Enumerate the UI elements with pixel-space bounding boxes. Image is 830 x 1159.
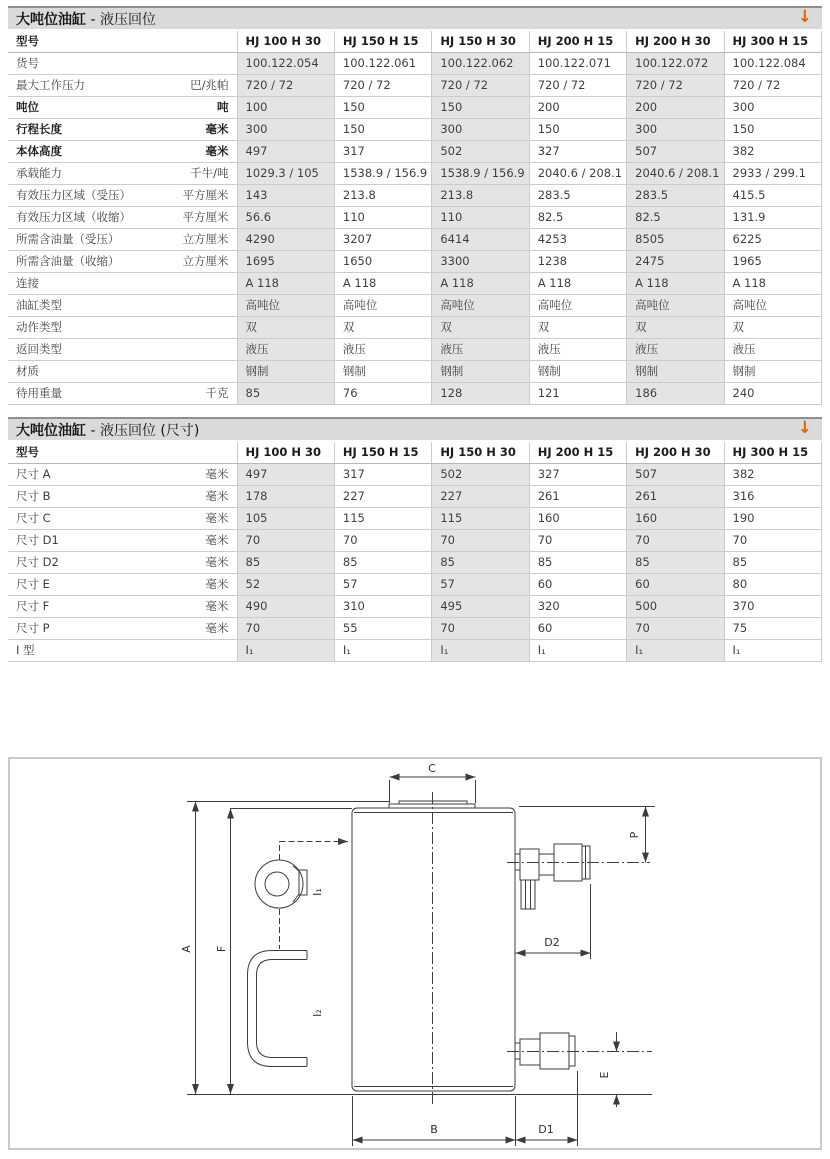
- value-cell: 382: [724, 464, 821, 486]
- carrying-handle: [248, 951, 308, 1067]
- table-row: [8, 185, 822, 207]
- value-cell: 300: [237, 119, 334, 141]
- value-cell: 115: [432, 508, 529, 530]
- value-cell: 钢制: [432, 361, 529, 383]
- value-cell: 双: [334, 317, 431, 339]
- value-cell: 高吨位: [627, 295, 724, 317]
- row-label: 行程长度: [16, 122, 62, 136]
- dim-label-E: E: [598, 1071, 611, 1079]
- section-title-strong: 大吨位油缸: [16, 422, 86, 439]
- row-label-cell: [8, 251, 237, 273]
- value-cell: 720 / 72: [724, 75, 821, 97]
- value-cell: 200: [627, 97, 724, 119]
- row-label: 连接: [16, 276, 39, 290]
- value-cell: 150: [432, 97, 529, 119]
- value-cell: 490: [237, 596, 334, 618]
- value-cell: 100: [237, 97, 334, 119]
- table-row: [8, 295, 822, 317]
- value-cell: 497: [237, 464, 334, 486]
- value-cell: 1538.9 / 156.9: [334, 163, 431, 185]
- value-cell: 720 / 72: [334, 75, 431, 97]
- row-label-cell: [8, 361, 237, 383]
- value-cell: 2040.6 / 208.1: [627, 163, 724, 185]
- value-cell: 85: [334, 552, 431, 574]
- row-label: 承载能力: [16, 166, 62, 180]
- value-cell: 1538.9 / 156.9: [432, 163, 529, 185]
- cylinder-body: [352, 808, 515, 1091]
- value-cell: 720 / 72: [237, 75, 334, 97]
- table-row: [8, 640, 822, 662]
- value-cell: 70: [432, 618, 529, 640]
- column-header: HJ 200 H 30: [627, 442, 724, 464]
- table-row: [8, 251, 822, 273]
- value-cell: 液压: [334, 339, 431, 361]
- value-cell: 382: [724, 141, 821, 163]
- value-cell: 82.5: [529, 207, 626, 229]
- value-cell: 507: [627, 464, 724, 486]
- value-cell: 320: [529, 596, 626, 618]
- unit-label: 立方厘米: [182, 232, 229, 246]
- value-cell: 186: [627, 383, 724, 405]
- value-cell: I₁: [724, 640, 821, 662]
- row-label: 吨位: [16, 100, 39, 114]
- table-row: [8, 53, 822, 75]
- value-cell: 327: [529, 464, 626, 486]
- value-cell: 200: [529, 97, 626, 119]
- row-label-cell: [8, 295, 237, 317]
- row-label: 所需含油量（受压）: [16, 232, 120, 246]
- column-header: HJ 150 H 15: [334, 442, 431, 464]
- table-row: [8, 464, 822, 486]
- value-cell: 110: [432, 207, 529, 229]
- row-label-cell: [8, 574, 237, 596]
- unit-label: 立方厘米: [182, 254, 229, 268]
- value-cell: 100.122.062: [432, 53, 529, 75]
- row-label: 油缸类型: [16, 298, 62, 312]
- table-row: [8, 618, 822, 640]
- value-cell: 6225: [724, 229, 821, 251]
- value-cell: 502: [432, 141, 529, 163]
- section-title: [16, 9, 156, 29]
- row-label: 货号: [16, 56, 39, 70]
- value-cell: 100.122.071: [529, 53, 626, 75]
- value-cell: I₁: [627, 640, 724, 662]
- value-cell: 2040.6 / 208.1: [529, 163, 626, 185]
- column-header: HJ 300 H 15: [724, 31, 821, 53]
- value-cell: 52: [237, 574, 334, 596]
- row-label-cell: [8, 141, 237, 163]
- lower-coupler: [507, 1033, 652, 1069]
- value-cell: 1029.3 / 105: [237, 163, 334, 185]
- section-title-bar: [8, 6, 822, 29]
- value-cell: 高吨位: [334, 295, 431, 317]
- value-cell: 60: [627, 574, 724, 596]
- value-cell: 70: [627, 618, 724, 640]
- row-label-cell: [8, 464, 237, 486]
- table-row: [8, 486, 822, 508]
- dimension-diagram: [8, 757, 822, 1150]
- row-label-cell: [8, 317, 237, 339]
- value-cell: 57: [334, 574, 431, 596]
- upper-coupler: [507, 844, 650, 909]
- value-cell: 1695: [237, 251, 334, 273]
- value-cell: 高吨位: [724, 295, 821, 317]
- unit-label: 毫米: [205, 577, 229, 591]
- table-row: [8, 273, 822, 295]
- column-header: HJ 200 H 30: [627, 31, 724, 53]
- column-header-model: 型号: [8, 31, 237, 53]
- value-cell: 85: [529, 552, 626, 574]
- value-cell: 128: [432, 383, 529, 405]
- value-cell: 160: [529, 508, 626, 530]
- value-cell: 70: [237, 530, 334, 552]
- section-title-bar: [8, 417, 822, 440]
- row-label-cell: [8, 163, 237, 185]
- value-cell: 121: [529, 383, 626, 405]
- row-label: 尺寸 D2: [16, 555, 59, 569]
- value-cell: 双: [237, 317, 334, 339]
- value-cell: 57: [432, 574, 529, 596]
- value-cell: 8505: [627, 229, 724, 251]
- dim-label-B: B: [430, 1123, 438, 1136]
- value-cell: 液压: [237, 339, 334, 361]
- value-cell: 370: [724, 596, 821, 618]
- value-cell: 143: [237, 185, 334, 207]
- value-cell: 100.122.061: [334, 53, 431, 75]
- column-header: HJ 300 H 15: [724, 442, 821, 464]
- row-label-cell: [8, 640, 237, 662]
- value-cell: 高吨位: [432, 295, 529, 317]
- value-cell: 双: [724, 317, 821, 339]
- value-cell: 502: [432, 464, 529, 486]
- row-label: 最大工作压力: [16, 78, 85, 92]
- table-row: [8, 596, 822, 618]
- value-cell: I₁: [237, 640, 334, 662]
- row-label-cell: [8, 229, 237, 251]
- row-label-cell: [8, 486, 237, 508]
- value-cell: 1238: [529, 251, 626, 273]
- value-cell: 56.6: [237, 207, 334, 229]
- value-cell: 85: [724, 552, 821, 574]
- section-title-rest: - 液压回位 (尺寸): [86, 422, 200, 439]
- unit-label: 毫米: [205, 122, 229, 136]
- row-label: 尺寸 F: [16, 599, 50, 613]
- row-label: 尺寸 D1: [16, 533, 59, 547]
- value-cell: 76: [334, 383, 431, 405]
- unit-label: 千克: [205, 386, 229, 400]
- value-cell: 317: [334, 464, 431, 486]
- column-header: HJ 150 H 30: [432, 442, 529, 464]
- spec-section-dimensions: [8, 417, 822, 662]
- value-cell: A 118: [334, 273, 431, 295]
- row-label: 返回类型: [16, 342, 62, 356]
- table-row: [8, 163, 822, 185]
- value-cell: 415.5: [724, 185, 821, 207]
- table-row: [8, 574, 822, 596]
- table-row: [8, 97, 822, 119]
- dim-label-P: P: [628, 831, 641, 839]
- value-cell: 327: [529, 141, 626, 163]
- download-arrow-icon[interactable]: ↓: [797, 418, 812, 438]
- value-cell: 液压: [529, 339, 626, 361]
- value-cell: 105: [237, 508, 334, 530]
- value-cell: 液压: [724, 339, 821, 361]
- table-row: [8, 383, 822, 405]
- row-label: 材质: [16, 364, 39, 378]
- value-cell: I₁: [529, 640, 626, 662]
- download-arrow-icon[interactable]: ↓: [797, 7, 812, 27]
- row-label-cell: [8, 530, 237, 552]
- value-cell: 213.8: [334, 185, 431, 207]
- value-cell: A 118: [627, 273, 724, 295]
- value-cell: 1650: [334, 251, 431, 273]
- value-cell: 317: [334, 141, 431, 163]
- value-cell: 液压: [432, 339, 529, 361]
- value-cell: 高吨位: [237, 295, 334, 317]
- table-row: [8, 552, 822, 574]
- label-I2: I₂: [311, 1009, 324, 1017]
- unit-label: 毫米: [205, 555, 229, 569]
- value-cell: 190: [724, 508, 821, 530]
- row-label: 有效压力区域（受压）: [16, 188, 131, 202]
- row-label-cell: [8, 97, 237, 119]
- unit-label: 毫米: [205, 599, 229, 613]
- value-cell: 316: [724, 486, 821, 508]
- unit-label: 吨: [217, 100, 229, 114]
- value-cell: 2475: [627, 251, 724, 273]
- value-cell: 283.5: [529, 185, 626, 207]
- column-header: HJ 100 H 30: [237, 442, 334, 464]
- table-row: [8, 75, 822, 97]
- value-cell: 85: [237, 383, 334, 405]
- value-cell: 240: [724, 383, 821, 405]
- table-row: [8, 530, 822, 552]
- row-label: 所需含油量（收缩）: [16, 254, 120, 268]
- table-row: [8, 361, 822, 383]
- row-label-cell: [8, 552, 237, 574]
- spec-section-hydraulic-return: [8, 6, 822, 405]
- value-cell: 115: [334, 508, 431, 530]
- row-label-cell: [8, 75, 237, 97]
- value-cell: 261: [627, 486, 724, 508]
- value-cell: 85: [432, 552, 529, 574]
- unit-label: 巴/兆帕: [190, 78, 229, 92]
- dim-label-C: C: [428, 762, 436, 775]
- value-cell: 178: [237, 486, 334, 508]
- column-header: HJ 150 H 15: [334, 31, 431, 53]
- unit-label: 毫米: [205, 467, 229, 481]
- value-cell: A 118: [724, 273, 821, 295]
- value-cell: 507: [627, 141, 724, 163]
- value-cell: 75: [724, 618, 821, 640]
- row-label: 尺寸 P: [16, 621, 50, 635]
- table-row: [8, 119, 822, 141]
- value-cell: 150: [724, 119, 821, 141]
- section-title-rest: - 液压回位: [86, 11, 156, 28]
- value-cell: 150: [334, 97, 431, 119]
- column-header: HJ 200 H 15: [529, 31, 626, 53]
- row-label: 尺寸 A: [16, 467, 51, 481]
- value-cell: 钢制: [627, 361, 724, 383]
- dim-label-F: F: [215, 945, 228, 953]
- value-cell: 钢制: [334, 361, 431, 383]
- value-cell: A 118: [432, 273, 529, 295]
- cylinder-drawing: [10, 759, 820, 1148]
- value-cell: 283.5: [627, 185, 724, 207]
- row-label-cell: [8, 273, 237, 295]
- column-header: HJ 200 H 15: [529, 442, 626, 464]
- value-cell: 310: [334, 596, 431, 618]
- value-cell: 500: [627, 596, 724, 618]
- value-cell: 150: [529, 119, 626, 141]
- value-cell: 720 / 72: [529, 75, 626, 97]
- value-cell: 70: [529, 530, 626, 552]
- row-label: 动作类型: [16, 320, 62, 334]
- value-cell: 213.8: [432, 185, 529, 207]
- value-cell: 70: [724, 530, 821, 552]
- value-cell: 钢制: [237, 361, 334, 383]
- column-header: HJ 150 H 30: [432, 31, 529, 53]
- unit-label: 毫米: [205, 144, 229, 158]
- unit-label: 平方厘米: [182, 210, 229, 224]
- unit-label: 毫米: [205, 511, 229, 525]
- row-label: 尺寸 C: [16, 511, 51, 525]
- section-title-strong: 大吨位油缸: [16, 11, 86, 28]
- row-label-cell: [8, 339, 237, 361]
- value-cell: 85: [627, 552, 724, 574]
- value-cell: 70: [432, 530, 529, 552]
- table-row: [8, 508, 822, 530]
- value-cell: 高吨位: [529, 295, 626, 317]
- value-cell: A 118: [529, 273, 626, 295]
- row-label: 本体高度: [16, 144, 62, 158]
- value-cell: 497: [237, 141, 334, 163]
- value-cell: 300: [627, 119, 724, 141]
- value-cell: 6414: [432, 229, 529, 251]
- value-cell: 4290: [237, 229, 334, 251]
- row-label-cell: [8, 508, 237, 530]
- value-cell: 3207: [334, 229, 431, 251]
- row-label: I 型: [16, 643, 35, 657]
- row-label-cell: [8, 383, 237, 405]
- dim-label-D1: D1: [538, 1123, 554, 1136]
- label-I1: I₁: [311, 888, 324, 896]
- section-title: [16, 420, 199, 440]
- row-label-cell: [8, 185, 237, 207]
- value-cell: 双: [627, 317, 724, 339]
- value-cell: 3300: [432, 251, 529, 273]
- value-cell: 100.122.054: [237, 53, 334, 75]
- value-cell: 1965: [724, 251, 821, 273]
- row-label-cell: [8, 596, 237, 618]
- value-cell: 227: [334, 486, 431, 508]
- table-row: [8, 229, 822, 251]
- row-label: 有效压力区域（收缩）: [16, 210, 131, 224]
- value-cell: I₁: [334, 640, 431, 662]
- value-cell: 双: [432, 317, 529, 339]
- value-cell: 100.122.072: [627, 53, 724, 75]
- spec-table: [8, 31, 822, 405]
- value-cell: 495: [432, 596, 529, 618]
- value-cell: 双: [529, 317, 626, 339]
- unit-label: 毫米: [205, 621, 229, 635]
- dim-label-A: A: [180, 945, 193, 953]
- column-header: HJ 100 H 30: [237, 31, 334, 53]
- value-cell: 85: [237, 552, 334, 574]
- value-cell: 80: [724, 574, 821, 596]
- value-cell: 300: [724, 97, 821, 119]
- dim-label-D2: D2: [544, 936, 560, 949]
- value-cell: 720 / 72: [432, 75, 529, 97]
- value-cell: 70: [237, 618, 334, 640]
- table-row: [8, 339, 822, 361]
- unit-label: 毫米: [205, 533, 229, 547]
- value-cell: 钢制: [529, 361, 626, 383]
- table-row: [8, 317, 822, 339]
- value-cell: A 118: [237, 273, 334, 295]
- value-cell: 227: [432, 486, 529, 508]
- dimension-table: [8, 442, 822, 662]
- value-cell: 液压: [627, 339, 724, 361]
- unit-label: 毫米: [205, 489, 229, 503]
- value-cell: 131.9: [724, 207, 821, 229]
- row-label: 尺寸 B: [16, 489, 51, 503]
- unit-label: 千牛/吨: [190, 166, 229, 180]
- table-row: [8, 207, 822, 229]
- value-cell: 160: [627, 508, 724, 530]
- value-cell: 150: [334, 119, 431, 141]
- row-label: 尺寸 E: [16, 577, 50, 591]
- value-cell: 110: [334, 207, 431, 229]
- value-cell: 2933 / 299.1: [724, 163, 821, 185]
- value-cell: 55: [334, 618, 431, 640]
- column-header-model: 型号: [8, 442, 237, 464]
- value-cell: 82.5: [627, 207, 724, 229]
- row-label-cell: [8, 119, 237, 141]
- value-cell: 300: [432, 119, 529, 141]
- lifting-eye: [255, 860, 307, 908]
- value-cell: 60: [529, 618, 626, 640]
- value-cell: 钢制: [724, 361, 821, 383]
- value-cell: 4253: [529, 229, 626, 251]
- row-label-cell: [8, 207, 237, 229]
- value-cell: 60: [529, 574, 626, 596]
- value-cell: 100.122.084: [724, 53, 821, 75]
- value-cell: 70: [627, 530, 724, 552]
- row-label-cell: [8, 618, 237, 640]
- value-cell: 720 / 72: [627, 75, 724, 97]
- value-cell: 70: [334, 530, 431, 552]
- value-cell: 261: [529, 486, 626, 508]
- row-label-cell: [8, 53, 237, 75]
- row-label: 待用重量: [16, 386, 62, 400]
- value-cell: I₁: [432, 640, 529, 662]
- table-row: [8, 141, 822, 163]
- unit-label: 平方厘米: [182, 188, 229, 202]
